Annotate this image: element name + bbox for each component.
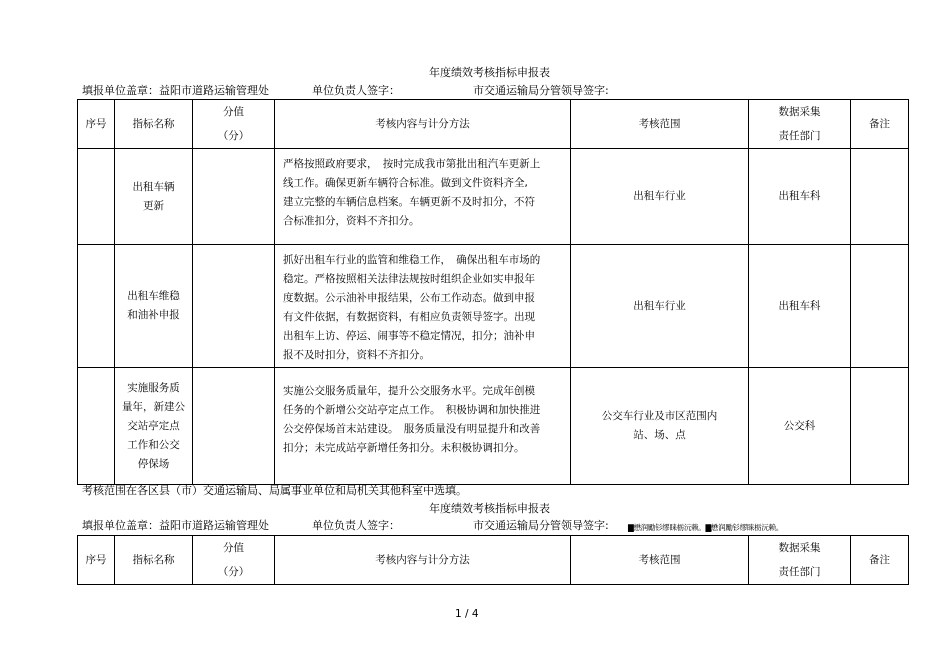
row-name: 出租车维稳 和油补申报	[115, 245, 193, 368]
page1-footnote: 考核范围在各区县（市）交通运输局、局属事业单位和局机关其他科室中选填。	[82, 484, 467, 497]
row-no	[78, 368, 115, 485]
row-content: 抓好出租车行业的监管和维稳工作， 确保出租车市场的 稳定。严格按照相关法律法规按时组织企业如实申报年 度数据。公示油补申报结果，公布工作动态。做到申报 有文件依据，有数据资料，有相应负责领导签字。出现 出租车上访、停运、闹事等不稳定情况，扣分；油补申 报不及时扣分，资料不齐扣分。	[275, 245, 571, 368]
table-row	[78, 368, 909, 485]
page2-leader-label: 单位负责人签字：	[312, 519, 400, 532]
header-dept: 数据采集 责任部门	[749, 100, 851, 149]
header-no: 序号	[78, 100, 115, 149]
row-content: 严格按照政府要求， 按时完成我市第批出租汽车更新上 线工作。确保更新车辆符合标准。做到文件资料齐全, 建立完整的车辆信息档案。车辆更新不及时扣分，不符 合标准扣分，资料不齐扣分。	[275, 149, 571, 245]
page1-leader-label: 单位负责人签字：	[312, 84, 400, 97]
page1-header-row	[78, 100, 909, 149]
page1-unit-label: 填报单位盖章：益阳市道路运输管理处	[82, 84, 269, 97]
page2-title: 年度绩效考核指标申报表	[429, 502, 550, 515]
row-content: 实施公交服务质量年，提升公交服务水平。完成年创模 任务的个新增公交站亭定点工作。 积极协调和加快推进 公交停保场首末站建设。 服务质量没有明显提升和改善 扣分；未完成站亭新增任务扣分。未积极协调扣分。	[275, 368, 571, 485]
header-no: 序号	[78, 536, 115, 585]
page2-bureau-label: 市交通运输局分管领导签字:	[473, 519, 609, 532]
row-dept: 公交科	[749, 368, 851, 485]
page2-header-row	[78, 536, 909, 585]
row-note	[851, 149, 909, 245]
header-scope: 考核范围	[571, 536, 749, 585]
page1-table	[77, 99, 909, 485]
row-no	[78, 245, 115, 368]
header-name: 指标名称	[115, 536, 193, 585]
row-score	[193, 245, 275, 368]
page1-bureau-label: 市交通运输局分管领导签字:	[473, 84, 609, 97]
row-note	[851, 368, 909, 485]
row-dept: 出租车科	[749, 245, 851, 368]
row-scope: 公交车行业及市区范围内 站、场、点	[571, 368, 749, 485]
row-score	[193, 149, 275, 245]
header-score: 分值 （分）	[193, 536, 275, 585]
page2-table	[77, 535, 909, 585]
table-row	[78, 149, 909, 245]
page-number: 1 / 4	[455, 608, 479, 620]
table-row	[78, 245, 909, 368]
page2-unit-label: 填报单位盖章：益阳市道路运输管理处	[82, 519, 269, 532]
header-dept: 数据采集 责任部门	[749, 536, 851, 585]
row-scope: 出租车行业	[571, 245, 749, 368]
page2-garbled-text: ▇懋润勵钐缪睐栃沅赖。▇懋润勵钐缪睐栃沅赖。	[628, 523, 783, 532]
row-dept: 出租车科	[749, 149, 851, 245]
header-note: 备注	[851, 100, 909, 149]
page1-title: 年度绩效考核指标申报表	[429, 66, 550, 79]
row-name: 实施服务质 量年，新建公 交站亭定点 工作和公交 停保场	[115, 368, 193, 485]
header-score: 分值 （分）	[193, 100, 275, 149]
header-note: 备注	[851, 536, 909, 585]
row-no	[78, 149, 115, 245]
header-content: 考核内容与计分方法	[275, 100, 571, 149]
row-scope: 出租车行业	[571, 149, 749, 245]
row-score	[193, 368, 275, 485]
header-scope: 考核范围	[571, 100, 749, 149]
header-content: 考核内容与计分方法	[275, 536, 571, 585]
header-name: 指标名称	[115, 100, 193, 149]
row-note	[851, 245, 909, 368]
row-name: 出租车辆 更新	[115, 149, 193, 245]
